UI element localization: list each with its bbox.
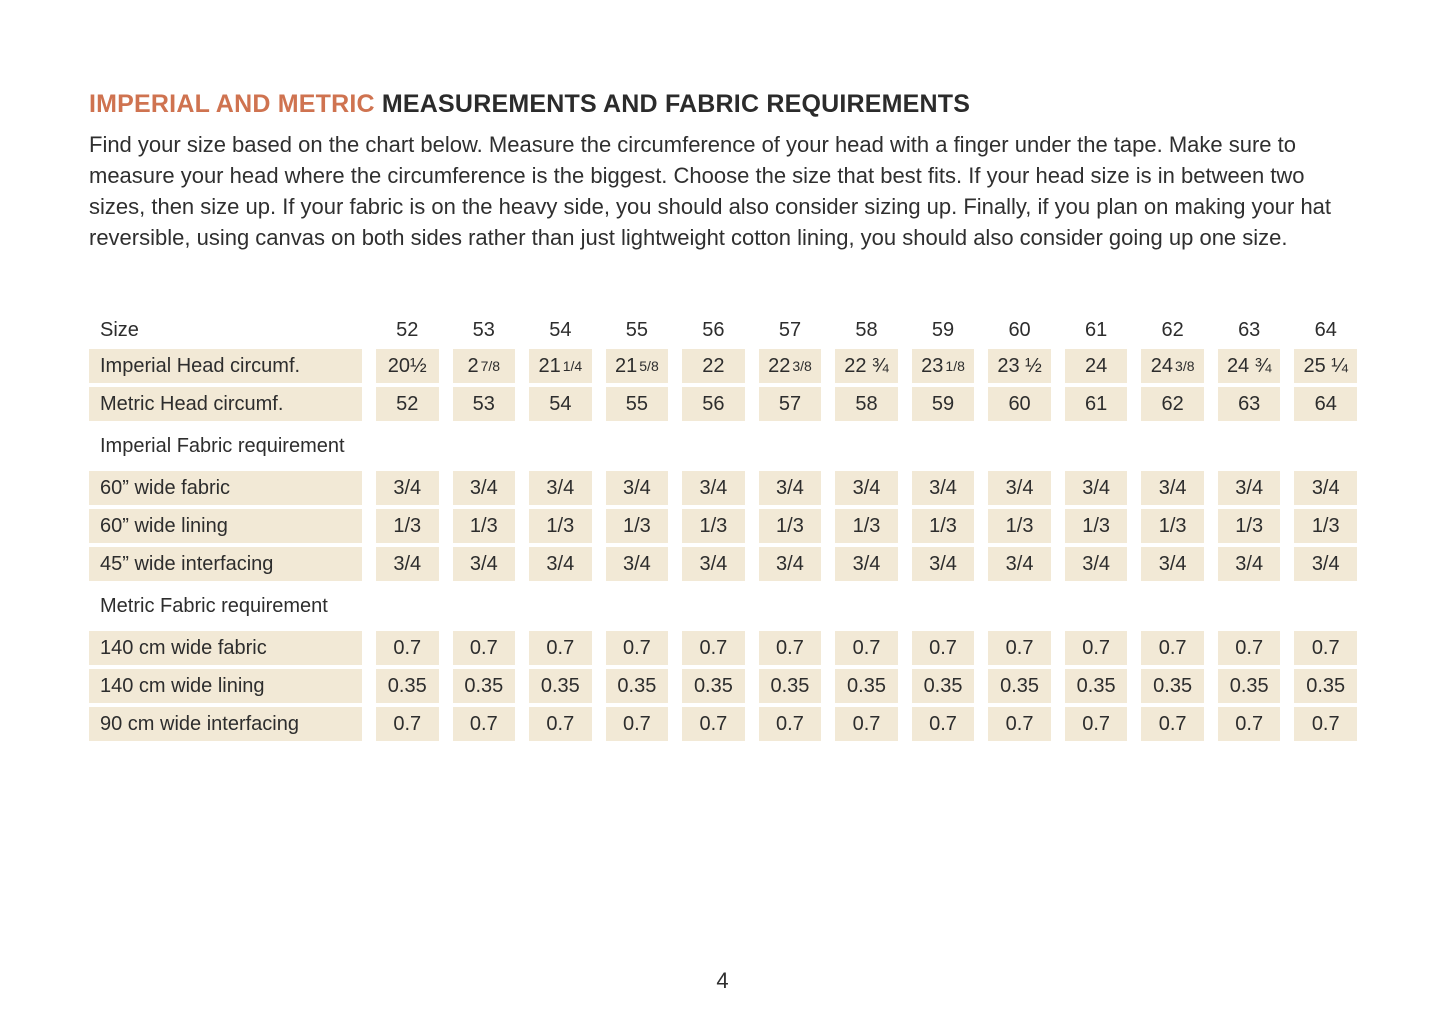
row-value: 3/4 <box>453 471 516 505</box>
size-header-value: 59 <box>931 318 955 341</box>
row-value: 0.7 <box>682 631 745 665</box>
size-table <box>89 315 1357 741</box>
row-value: 3/4 <box>606 547 669 581</box>
row-value: 1/3 <box>1294 509 1357 543</box>
table-header-row <box>89 315 1357 345</box>
row-value: 1/3 <box>835 509 898 543</box>
row-value: 3/4 <box>988 471 1051 505</box>
row-value: 3/4 <box>835 471 898 505</box>
row-value: 23 ½ <box>988 349 1051 383</box>
size-header-value: 63 <box>1238 318 1261 341</box>
row-value: 3/4 <box>835 547 898 581</box>
fraction-text: 3/8 <box>792 358 812 374</box>
row-value: 0.35 <box>1294 669 1357 703</box>
fraction-text: 3/8 <box>1175 358 1195 374</box>
row-value: 0.35 <box>453 669 516 703</box>
row-value: 3/4 <box>988 547 1051 581</box>
row-value: 0.35 <box>835 669 898 703</box>
row-value: 3/4 <box>1294 547 1357 581</box>
row-value: 21 5/8 <box>606 349 669 383</box>
row-value: 1/3 <box>1065 509 1128 543</box>
row-value: 24 ¾ <box>1218 349 1281 383</box>
row-value: 61 <box>1065 387 1128 421</box>
row-value: 3/4 <box>912 471 975 505</box>
row-value: 0.35 <box>988 669 1051 703</box>
row-value: 1/3 <box>759 509 822 543</box>
row-value: 60 <box>988 387 1051 421</box>
row-value: 1/3 <box>912 509 975 543</box>
row-value: 0.7 <box>529 707 592 741</box>
row-value: 0.7 <box>1141 631 1204 665</box>
row-value: 3/4 <box>682 471 745 505</box>
row-value: 53 <box>453 387 516 421</box>
row-label: 140 cm wide lining <box>89 669 362 703</box>
table-row <box>89 387 1357 421</box>
row-value: 0.7 <box>453 707 516 741</box>
row-value: 1/3 <box>1141 509 1204 543</box>
row-label: 140 cm wide fabric <box>89 631 362 665</box>
row-value: 0.35 <box>759 669 822 703</box>
fraction-text: 5/8 <box>639 358 659 374</box>
row-value: 52 <box>376 387 439 421</box>
size-header-value: 57 <box>778 318 802 341</box>
intro-paragraph: Find your size based on the chart below. Measure the circumference of your head with a finger under the tape. Make sure to measure your head where the circumference is the biggest. Choose the size that best fits. If your head size is in between two sizes, then size up. If your fabric is on the heavy side, you should also consider sizing up. Finally, if you plan on making your hat reversible, using canvas on both sides rather than just lightweight cotton lining, you should also consider going up one size. <box>89 132 1332 250</box>
row-value: 3/4 <box>1218 547 1281 581</box>
row-value: 20½ <box>376 349 439 383</box>
row-value: 21 1/4 <box>529 349 592 383</box>
row-value: 22 3/8 <box>759 349 822 383</box>
row-value: 0.7 <box>682 707 745 741</box>
row-value: 54 <box>529 387 592 421</box>
row-value: 0.7 <box>376 631 439 665</box>
page-title-rest: MEASUREMENTS AND FABRIC REQUIREMENTS <box>381 90 971 118</box>
row-value: 3/4 <box>529 471 592 505</box>
row-value: 55 <box>606 387 669 421</box>
row-value: 3/4 <box>606 471 669 505</box>
row-value: 3/4 <box>759 547 822 581</box>
row-value: 25 ¼ <box>1294 349 1357 383</box>
row-value: 3/4 <box>1294 471 1357 505</box>
row-value: 3/4 <box>376 471 439 505</box>
row-value: 3/4 <box>912 547 975 581</box>
row-value: 0.35 <box>1065 669 1128 703</box>
row-value: 0.7 <box>912 707 975 741</box>
row-value: 0.7 <box>759 631 822 665</box>
row-value: 3/4 <box>1065 547 1128 581</box>
row-value: 0.7 <box>606 631 669 665</box>
size-header-value: 61 <box>1084 318 1108 341</box>
row-value: 0.7 <box>988 631 1051 665</box>
size-header-value: 52 <box>396 318 419 341</box>
row-value: 22 ¾ <box>835 349 898 383</box>
table-row <box>89 471 1357 505</box>
fraction-text: 1/8 <box>945 358 965 374</box>
row-value: 1/3 <box>1218 509 1281 543</box>
row-value: 24 <box>1065 349 1128 383</box>
row-value: 3/4 <box>1218 471 1281 505</box>
row-value: 0.7 <box>759 707 822 741</box>
row-value: 0.7 <box>606 707 669 741</box>
row-value: 0.7 <box>835 631 898 665</box>
row-value: 0.35 <box>376 669 439 703</box>
row-value: 0.35 <box>1141 669 1204 703</box>
row-value: 0.7 <box>912 631 975 665</box>
row-value: 0.7 <box>529 631 592 665</box>
table-row <box>89 669 1357 703</box>
fraction-text: 7/8 <box>480 358 501 374</box>
size-header-value: 60 <box>1008 318 1031 341</box>
row-value: 58 <box>835 387 898 421</box>
row-value: 3/4 <box>1141 471 1204 505</box>
size-header-value: 54 <box>549 318 572 341</box>
table-section-label: Metric Fabric requirement <box>100 594 328 617</box>
row-label: Metric Head circumf. <box>89 387 362 421</box>
row-value: 64 <box>1294 387 1357 421</box>
row-value: 3/4 <box>1141 547 1204 581</box>
row-value: 0.35 <box>682 669 745 703</box>
fraction-text: 1/4 <box>562 358 583 374</box>
row-label: 60” wide fabric <box>89 471 362 505</box>
row-value: 0.7 <box>1294 631 1357 665</box>
row-value: 1/3 <box>606 509 669 543</box>
row-value: 63 <box>1218 387 1281 421</box>
row-value: 59 <box>912 387 975 421</box>
row-value: 3/4 <box>453 547 516 581</box>
page-number: 4 <box>716 968 729 993</box>
size-header-value: 58 <box>855 318 878 341</box>
row-value: 0.7 <box>1218 707 1281 741</box>
row-value: 22 <box>682 349 745 383</box>
row-value: 1/3 <box>988 509 1051 543</box>
row-value: 1/3 <box>453 509 516 543</box>
row-value: 57 <box>759 387 822 421</box>
row-value: 0.7 <box>1218 631 1281 665</box>
row-value: 0.35 <box>1218 669 1281 703</box>
row-label: Imperial Head circumf. <box>89 349 362 383</box>
size-header-value: 53 <box>472 318 495 341</box>
table-row <box>89 547 1357 581</box>
size-header-value: 64 <box>1314 318 1337 341</box>
size-header-label: Size <box>100 318 139 341</box>
row-value: 0.7 <box>453 631 516 665</box>
row-value: 1/3 <box>682 509 745 543</box>
row-value: 0.7 <box>1065 631 1128 665</box>
size-header-value: 55 <box>625 318 648 341</box>
table-row <box>89 349 1357 383</box>
row-value: 0.7 <box>1065 707 1128 741</box>
row-value: 1/3 <box>376 509 439 543</box>
row-label: 90 cm wide interfacing <box>89 707 362 741</box>
row-value: 62 <box>1141 387 1204 421</box>
row-value: 3/4 <box>759 471 822 505</box>
row-value: 0.7 <box>1294 707 1357 741</box>
row-value: 0.7 <box>1141 707 1204 741</box>
page-title <box>89 90 1357 119</box>
row-label: 60” wide lining <box>89 509 362 543</box>
row-value: 3/4 <box>682 547 745 581</box>
row-label: 45” wide interfacing <box>89 547 362 581</box>
row-value: 24 3/8 <box>1141 349 1204 383</box>
row-value: 0.7 <box>376 707 439 741</box>
row-value: 0.35 <box>912 669 975 703</box>
row-value: 2 7/8 <box>453 349 516 383</box>
table-section-label: Imperial Fabric requirement <box>100 434 345 457</box>
row-value: 3/4 <box>529 547 592 581</box>
page-content <box>89 90 1357 745</box>
table-row <box>89 707 1357 741</box>
row-value: 3/4 <box>1065 471 1128 505</box>
table-row <box>89 509 1357 543</box>
page-title-accent: IMPERIAL AND METRIC <box>89 90 375 118</box>
row-value: 0.7 <box>988 707 1051 741</box>
table-row <box>89 631 1357 665</box>
size-header-value: 56 <box>702 318 725 341</box>
row-value: 56 <box>682 387 745 421</box>
row-value: 23 1/8 <box>912 349 975 383</box>
row-value: 0.35 <box>606 669 669 703</box>
row-value: 1/3 <box>529 509 592 543</box>
size-header-value: 62 <box>1161 318 1184 341</box>
row-value: 0.7 <box>835 707 898 741</box>
row-value: 0.35 <box>529 669 592 703</box>
row-value: 3/4 <box>376 547 439 581</box>
